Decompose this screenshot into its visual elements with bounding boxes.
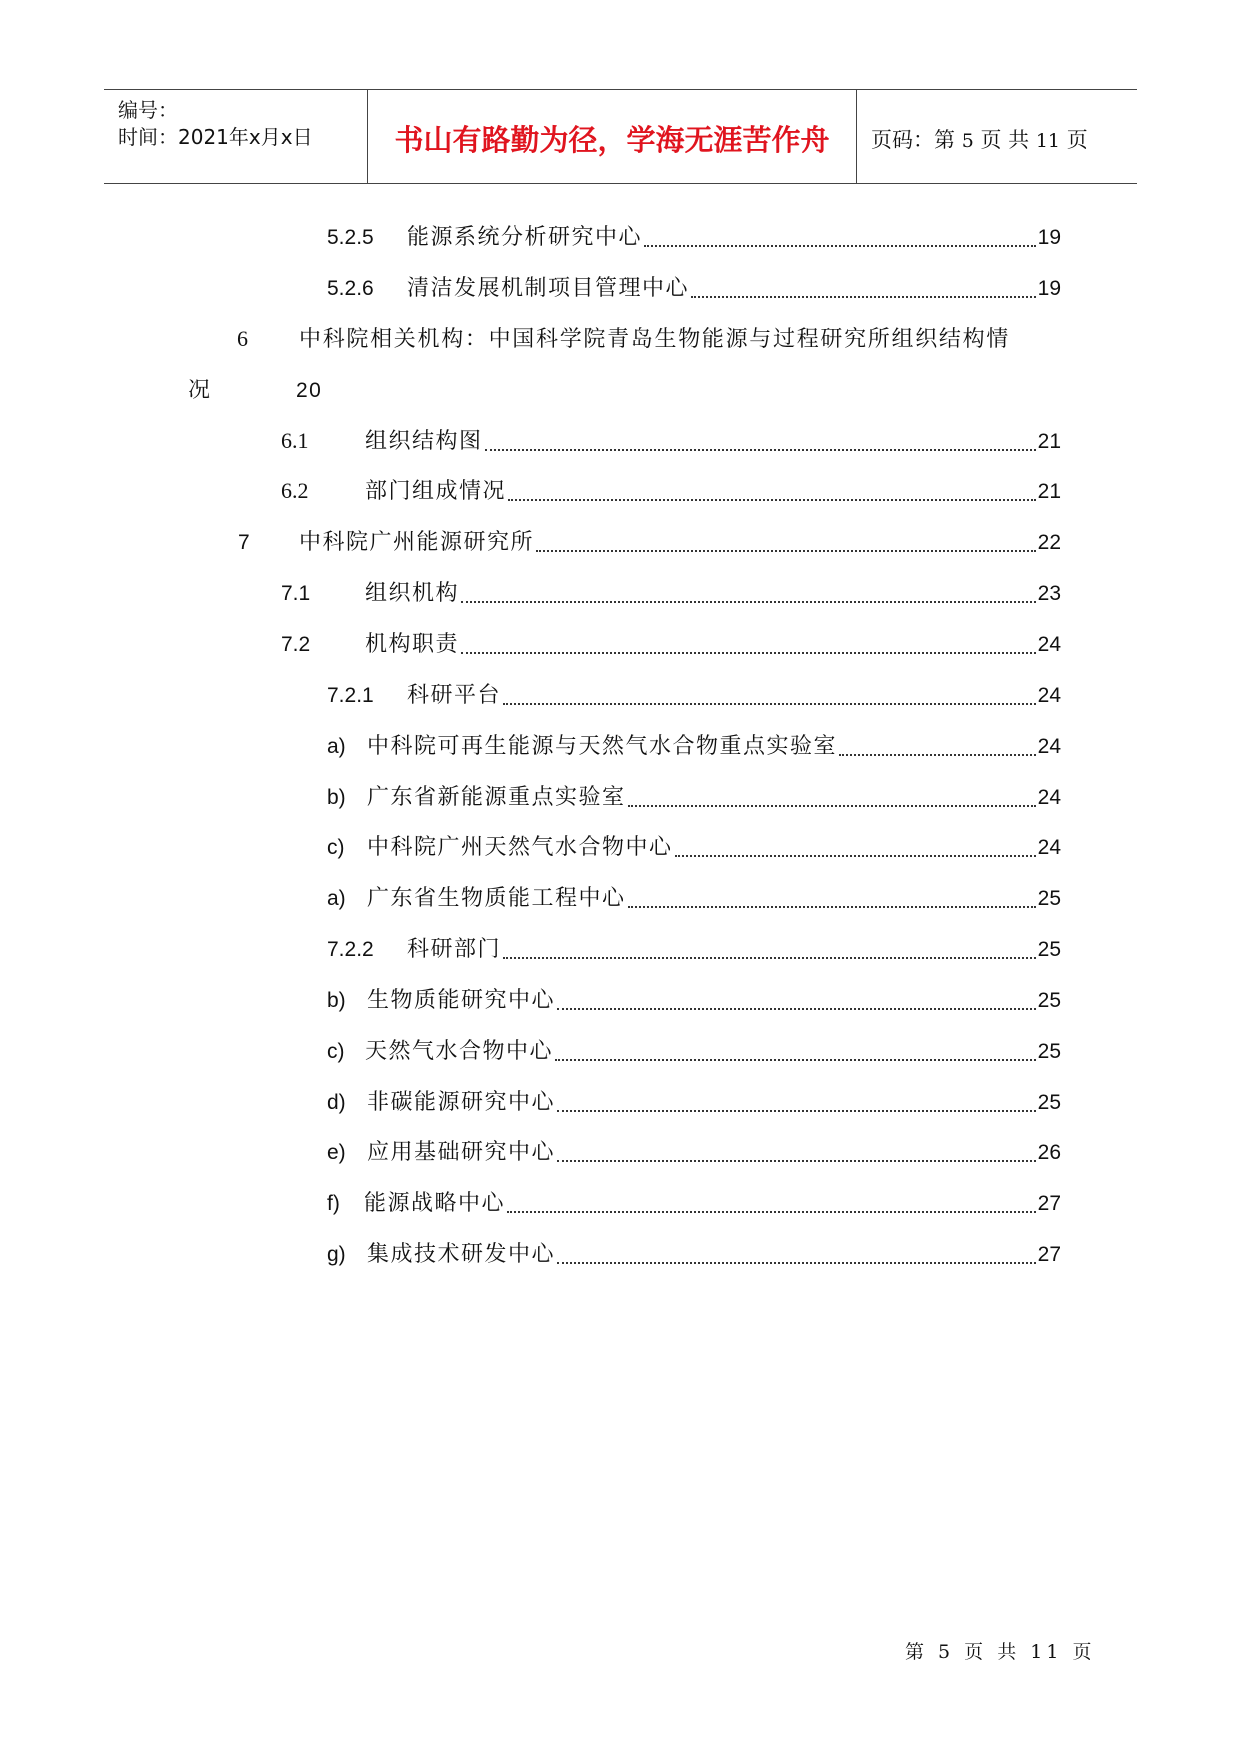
toc-entry-page: 19	[1037, 226, 1061, 249]
toc-entry-wrapped[interactable]	[237, 322, 1010, 353]
toc-entry-number: b)	[327, 989, 346, 1012]
toc-leader	[691, 295, 1036, 298]
toc-entry-number: g)	[327, 1243, 346, 1266]
toc-entry-number: 7.2	[281, 633, 311, 656]
toc-entry-continuation	[188, 373, 322, 404]
toc-entry[interactable]	[327, 881, 1061, 915]
toc-entry-number: 5.2.5	[327, 226, 374, 249]
page-code-suffix: 页	[1066, 128, 1088, 152]
toc-entry-number: 7.2.1	[327, 684, 374, 707]
toc-entry-label: 天然气水合物中心	[365, 1039, 554, 1064]
toc-entry-label: 中科院广州能源研究所	[299, 530, 535, 555]
toc-entry-page: 24	[1037, 836, 1061, 859]
toc-entry-page: 24	[1037, 786, 1061, 809]
toc-entry-number: b)	[327, 786, 346, 809]
toc-entry-label: 清洁发展机制项目管理中心	[407, 276, 690, 301]
toc-entry[interactable]	[327, 1186, 1061, 1220]
toc-entry[interactable]	[327, 1085, 1061, 1119]
toc-entry-number: c)	[327, 836, 345, 859]
toc-entry-page: 23	[1037, 582, 1061, 605]
toc-entry-label: 组织结构图	[365, 429, 483, 454]
toc-entry-number: 6.2	[281, 478, 309, 503]
toc-entry-page: 25	[1037, 1091, 1061, 1114]
toc-entry[interactable]	[281, 474, 1061, 508]
header-motto-cell	[368, 90, 857, 183]
toc-entry-number: f)	[327, 1192, 340, 1215]
toc-entry-label: 中科院相关机构：中国科学院青岛生物能源与过程研究所组织结构情	[299, 327, 1011, 352]
toc-entry-page: 21	[1037, 430, 1061, 453]
toc-entry-page: 22	[1037, 531, 1061, 554]
toc-entry-number: a)	[327, 887, 346, 910]
toc-leader	[557, 1261, 1036, 1264]
toc-entry-page: 25	[1037, 989, 1061, 1012]
number-label: 编号：	[118, 98, 178, 122]
page-code-current: 5	[961, 130, 974, 152]
toc-entry[interactable]	[327, 220, 1061, 254]
toc-entry-number: e)	[327, 1141, 346, 1164]
page-header	[104, 89, 1137, 184]
toc-entry-label: 集成技术研发中心	[367, 1242, 556, 1267]
header-info-cell	[104, 90, 368, 183]
toc-entry-label: 广东省新能源重点实验室	[367, 785, 626, 810]
toc-entry[interactable]	[238, 525, 1061, 559]
toc-entry-page: 27	[1037, 1243, 1061, 1266]
toc-entry[interactable]	[327, 932, 1061, 966]
toc-entry-page: 25	[1037, 938, 1061, 961]
toc-entry-label: 生物质能研究中心	[367, 988, 556, 1013]
toc-leader	[644, 244, 1036, 247]
toc-entry-number: 7	[238, 531, 250, 554]
toc-leader	[503, 956, 1036, 959]
page-code-total: 11	[1035, 130, 1061, 152]
toc-leader	[555, 1058, 1036, 1061]
toc-entry-label: 应用基础研究中心	[367, 1140, 556, 1165]
toc-entry-page: 27	[1037, 1192, 1061, 1215]
toc-entry-number: 6	[237, 326, 250, 351]
toc-entry-label: 能源战略中心	[364, 1191, 506, 1216]
toc-entry-label: 中科院可再生能源与天然气水合物重点实验室	[367, 734, 838, 759]
toc-entry-number: 6.1	[281, 428, 309, 453]
toc-entry-label: 中科院广州天然气水合物中心	[367, 835, 673, 860]
toc-leader	[628, 905, 1036, 908]
toc-entry-label: 部门组成情况	[365, 479, 507, 504]
toc-leader	[839, 753, 1036, 756]
toc-leader	[507, 1210, 1036, 1213]
toc-leader	[461, 600, 1036, 603]
toc-entry-label: 科研部门	[407, 937, 502, 962]
toc-entry-page: 25	[1037, 1040, 1061, 1063]
toc-leader	[461, 651, 1036, 654]
toc-entry-page: 21	[1037, 480, 1061, 503]
toc-leader	[536, 549, 1036, 552]
toc-leader	[557, 1159, 1036, 1162]
toc-entry-page: 24	[1037, 633, 1061, 656]
toc-entry-label: 非碳能源研究中心	[367, 1090, 556, 1115]
toc-entry-page: 25	[1037, 887, 1061, 910]
toc-entry-number: 7.2.2	[327, 938, 374, 961]
toc-entry-label: 科研平台	[407, 683, 502, 708]
toc-entry-label-cont: 况	[188, 378, 212, 403]
toc-leader	[675, 854, 1036, 857]
toc-entry-page: 24	[1037, 735, 1061, 758]
header-page-cell	[857, 90, 1137, 183]
toc-entry-page: 20	[296, 379, 323, 402]
toc-entry-number: d)	[327, 1091, 346, 1114]
toc-leader	[503, 702, 1036, 705]
toc-entry[interactable]	[327, 1237, 1061, 1271]
toc-entry[interactable]	[327, 983, 1061, 1017]
toc-entry[interactable]	[281, 424, 1061, 458]
toc-leader	[508, 498, 1036, 501]
toc-entry-label: 能源系统分析研究中心	[407, 225, 643, 250]
toc-entry-label: 机构职责	[365, 632, 460, 657]
time-label: 时间：2021年x月x日	[118, 125, 313, 149]
toc-entry-number: 7.1	[281, 582, 311, 605]
toc-entry[interactable]	[327, 830, 1061, 864]
page-footer: 第 5 页 共 11 页	[905, 1641, 1096, 1663]
toc-entry-label: 广东省生物质能工程中心	[367, 886, 626, 911]
toc-entry[interactable]	[327, 1034, 1061, 1068]
header-motto: 书山有路勤为径，学海无涯苦作舟	[394, 123, 830, 157]
toc-entry[interactable]	[327, 729, 1061, 763]
toc-leader	[628, 804, 1036, 807]
toc-entry-number: c)	[327, 1040, 345, 1063]
toc-leader	[557, 1109, 1036, 1112]
toc-entry-number: a)	[327, 735, 346, 758]
toc-entry-number: 5.2.6	[327, 277, 374, 300]
toc-entry-label: 组织机构	[365, 581, 460, 606]
page-code-prefix: 页码：第	[871, 128, 955, 152]
header-page-code	[871, 124, 1088, 154]
toc-leader	[557, 1007, 1036, 1010]
toc-entry-page: 26	[1037, 1141, 1061, 1164]
toc-entry[interactable]	[327, 678, 1061, 712]
toc-entry-page: 24	[1037, 684, 1061, 707]
toc-entry[interactable]	[327, 1135, 1061, 1169]
toc-entry[interactable]	[327, 271, 1061, 305]
toc-entry[interactable]	[327, 780, 1061, 814]
toc-entry[interactable]	[281, 627, 1061, 661]
page-code-mid: 页 共	[980, 128, 1030, 152]
toc-leader	[485, 448, 1036, 451]
toc-entry-page: 19	[1037, 277, 1061, 300]
toc-entry[interactable]	[281, 576, 1061, 610]
